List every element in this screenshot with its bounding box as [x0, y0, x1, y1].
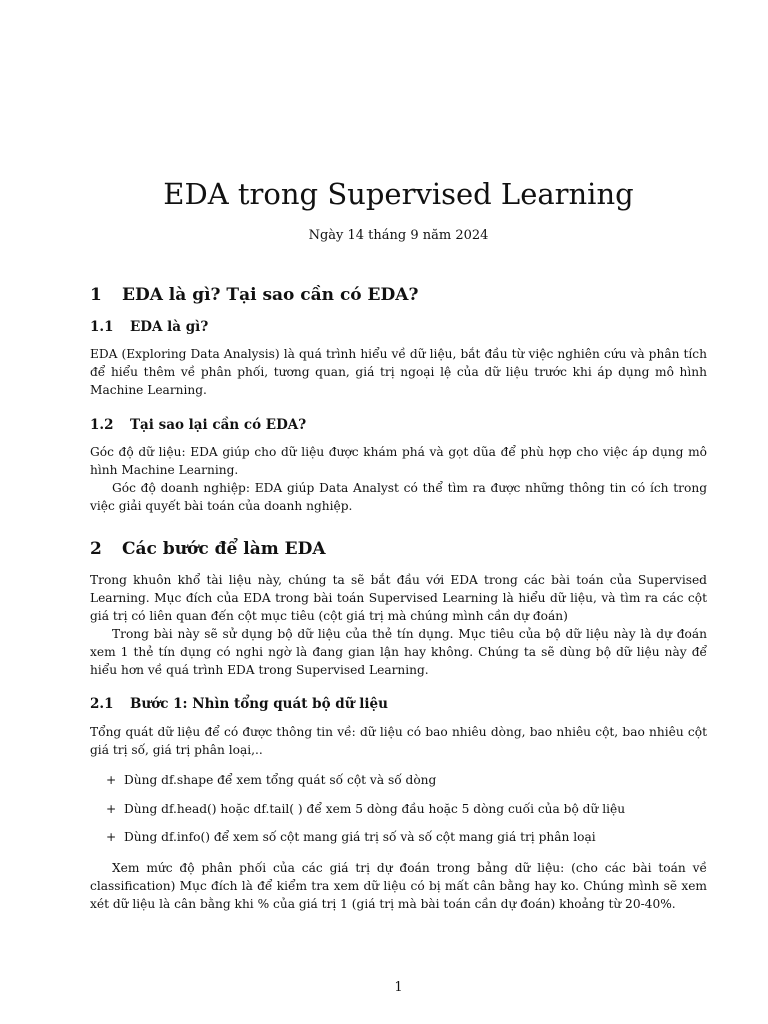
list-item-text: Dùng df.info() để xem số cột mang giá trị số và số cột mang giá trị phân loại [124, 830, 596, 844]
section-2-heading [90, 537, 326, 561]
document-title: EDA trong Supervised Learning [163, 177, 634, 211]
page-number: 1 [394, 980, 403, 995]
subsection-1-1-heading [90, 317, 208, 337]
document-page [90, 0, 707, 1024]
paragraph: Tổng quát dữ liệu để có được thông tin về: dữ liệu có bao nhiêu dòng, bao nhiêu cột, bao nhiêu cột giá trị số, giá trị phân loại,.. [90, 725, 707, 757]
paragraph: EDA (Exploring Data Analysis) là quá trình hiểu về dữ liệu, bắt đầu từ việc nghiên cứu và phân tích để hiểu thêm về phân phối, tương quan, giá trị ngoại lệ của dữ liệu trước khi áp dụng mô hình Machine Learning. [90, 347, 707, 397]
paragraph: Góc độ dữ liệu: EDA giúp cho dữ liệu được khám phá và gọt dũa để phù hợp cho việc áp dụng mô hình Machine Learning. [90, 445, 707, 477]
subsection-1-2-heading [90, 415, 306, 435]
section-number: 2 [90, 539, 102, 559]
bullet-marker: + [106, 830, 117, 844]
section-title: Các bước để làm EDA [122, 539, 326, 559]
subsection-number: 1.2 [90, 417, 114, 433]
paragraph: Góc độ doanh nghiệp: EDA giúp Data Analyst có thể tìm ra được những thông tin có ích trong việc giải quyết bài toán của doanh nghiệp. [90, 481, 707, 513]
list-item [90, 829, 707, 858]
bullet-list [90, 772, 707, 858]
list-item-text: Dùng df.shape để xem tổng quát số cột và số dòng [124, 773, 437, 787]
list-item [90, 772, 707, 801]
list-item [90, 801, 707, 830]
bullet-marker: + [106, 801, 117, 816]
paragraph: Trong khuôn khổ tài liệu này, chúng ta sẽ bắt đầu với EDA trong các bài toán của Supervised Learning. Mục đích của EDA trong bài toán Supervised Learning là hiểu dữ liệu, và tìm ra các cột giá trị có liên quan đến cột mục tiêu (cột giá trị mà chúng mình cần dự đoán) [90, 573, 707, 623]
subsection-2-1-heading [90, 694, 388, 714]
section-number: 1 [90, 285, 102, 305]
subsection-title: EDA là gì? [130, 319, 209, 335]
bullet-marker: + [106, 773, 117, 787]
section-1-heading [90, 283, 418, 307]
paragraph: Xem mức độ phân phối của các giá trị dự đoán trong bảng dữ liệu: (cho các bài toán về classification) Mục đích là để kiểm tra xem dữ liệu có bị mất cân bằng hay ko. Chúng mình sẽ xem xét dữ liệu là cân bằng khi % của giá trị 1 (giá trị mà bài toán cần dự đoán) khoảng từ 20-40%. [90, 861, 707, 911]
paragraph: Trong bài này sẽ sử dụng bộ dữ liệu của thẻ tín dụng. Mục tiêu của bộ dữ liệu này là dự đoán xem 1 thẻ tín dụng có nghi ngờ là đang gian lận hay không. Chúng ta sẽ dùng bộ dữ liệu này để hiểu hơn về quá trình EDA trong Supervised Learning. [90, 627, 707, 677]
list-item-text: Dùng df.head() hoặc df.tail( ) để xem 5 dòng đầu hoặc 5 dòng cuối của bộ dữ liệu [124, 801, 626, 816]
subsection-title: Tại sao lại cần có EDA? [130, 417, 307, 433]
subsection-number: 2.1 [90, 696, 114, 712]
subsection-title: Bước 1: Nhìn tổng quát bộ dữ liệu [130, 696, 388, 712]
subsection-number: 1.1 [90, 319, 114, 335]
section-title: EDA là gì? Tại sao cần có EDA? [122, 285, 419, 305]
document-date: Ngày 14 tháng 9 năm 2024 [308, 228, 489, 243]
